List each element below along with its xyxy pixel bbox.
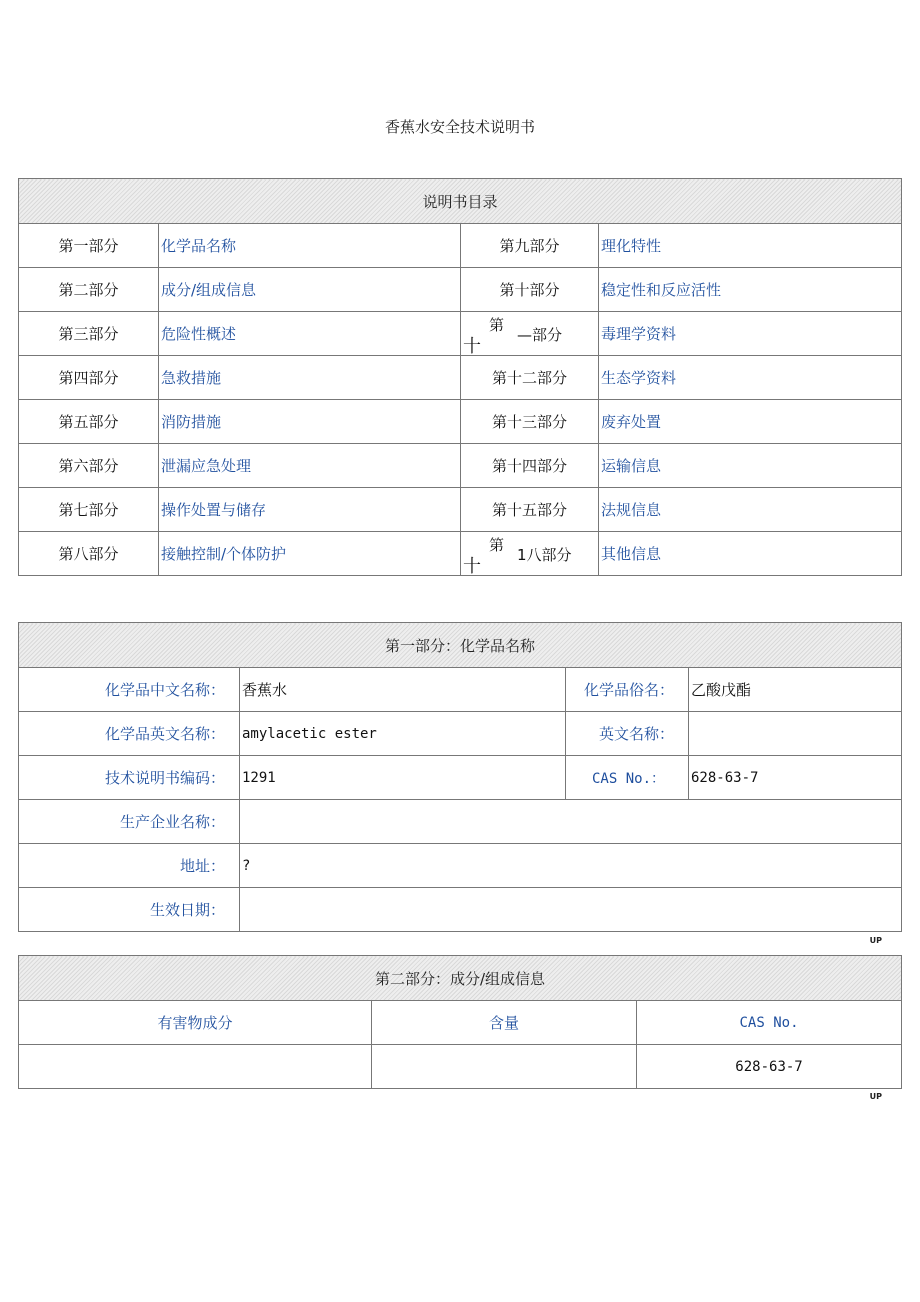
toc-link[interactable]: 泄漏应急处理 [159, 444, 461, 488]
en-name-value-2 [689, 712, 902, 756]
info-row [19, 712, 902, 756]
page-title: 香蕉水安全技术说明书 [384, 118, 535, 136]
table-row [19, 1045, 902, 1089]
address-label: 地址： [19, 844, 240, 888]
toc-link[interactable]: 运输信息 [599, 444, 902, 488]
part2-header: 第二部分：成分/组成信息 [19, 956, 902, 1001]
toc-part-number: 第十五部分 [461, 488, 599, 532]
toc-part-number: 第十二部分 [461, 356, 599, 400]
toc-part-number-top: 第 [489, 536, 505, 554]
info-row [19, 668, 902, 712]
toc-link[interactable]: 接触控制/个体防护 [159, 532, 461, 576]
cas-cell: 628-63-7 [637, 1045, 902, 1089]
content-cell [372, 1045, 637, 1089]
toc-row [19, 268, 902, 312]
toc-part-number: 第二部分 [19, 268, 159, 312]
toc-header: 说明书目录 [19, 179, 902, 224]
info-row [19, 800, 902, 844]
cas-label: CAS No.： [566, 756, 689, 800]
common-name-label: 化学品俗名： [566, 668, 689, 712]
cn-name-value: 香蕉水 [240, 668, 566, 712]
toc-link[interactable]: 生态学资料 [599, 356, 902, 400]
cas-value: 628-63-7 [689, 756, 902, 800]
toc-link[interactable]: 毒理学资料 [599, 312, 902, 356]
toc-part-number-top: 第 [489, 316, 505, 334]
toc-part-number: 第三部分 [19, 312, 159, 356]
code-label: 技术说明书编码： [19, 756, 240, 800]
code-value: 1291 [240, 756, 566, 800]
toc-link[interactable]: 其他信息 [599, 532, 902, 576]
toc-link[interactable]: 急救措施 [159, 356, 461, 400]
toc-link[interactable]: 法规信息 [599, 488, 902, 532]
date-label: 生效日期： [19, 888, 240, 932]
toc-part-number-bottom: 十 [463, 556, 481, 576]
up-link[interactable]: UP [869, 936, 882, 945]
date-value [240, 888, 902, 932]
toc-part-number: 第八部分 [19, 532, 159, 576]
toc-part-number-tail: 1八部分 [517, 546, 572, 564]
part1-header: 第一部分：化学品名称 [19, 623, 902, 668]
part1-table [18, 622, 902, 932]
toc-link[interactable]: 消防措施 [159, 400, 461, 444]
toc-row [19, 400, 902, 444]
part2-table [18, 955, 902, 1089]
toc-part-number: 第十部分 [461, 268, 599, 312]
toc-row [19, 224, 902, 268]
up-link[interactable]: UP [869, 1092, 882, 1101]
toc-part-number: 第十三部分 [461, 400, 599, 444]
toc-part-number: 第七部分 [19, 488, 159, 532]
toc-link[interactable]: 危险性概述 [159, 312, 461, 356]
en-name-value: amylacetic ester [240, 712, 566, 756]
component-cell [19, 1045, 372, 1089]
toc-part-number-bottom: 十 [463, 336, 481, 356]
column-header-cas: CAS No. [637, 1001, 902, 1045]
toc-row [19, 356, 902, 400]
en-name-label: 化学品英文名称： [19, 712, 240, 756]
maker-label: 生产企业名称： [19, 800, 240, 844]
toc-row [19, 444, 902, 488]
column-header-component: 有害物成分 [19, 1001, 372, 1045]
en-name-label-2: 英文名称： [566, 712, 689, 756]
toc-link[interactable]: 稳定性和反应活性 [599, 268, 902, 312]
toc-row [19, 312, 902, 356]
toc-link[interactable]: 废弃处置 [599, 400, 902, 444]
cn-name-label: 化学品中文名称： [19, 668, 240, 712]
toc-part-number [461, 532, 599, 576]
info-row [19, 888, 902, 932]
toc-part-number: 第十四部分 [461, 444, 599, 488]
common-name-value: 乙酸戊酯 [689, 668, 902, 712]
toc-link[interactable]: 理化特性 [599, 224, 902, 268]
toc-part-number: 第四部分 [19, 356, 159, 400]
info-row [19, 756, 902, 800]
toc-row [19, 488, 902, 532]
maker-value [240, 800, 902, 844]
toc-part-number-tail: —部分 [517, 326, 563, 344]
column-header-content: 含量 [372, 1001, 637, 1045]
table-header-row [19, 1001, 902, 1045]
toc-part-number: 第九部分 [461, 224, 599, 268]
toc-link[interactable]: 化学品名称 [159, 224, 461, 268]
toc-part-number: 第一部分 [19, 224, 159, 268]
toc-row [19, 532, 902, 576]
toc-part-number: 第六部分 [19, 444, 159, 488]
toc-part-number [461, 312, 599, 356]
toc-link[interactable]: 成分/组成信息 [159, 268, 461, 312]
toc-table [18, 178, 902, 576]
toc-link[interactable]: 操作处置与储存 [159, 488, 461, 532]
toc-part-number: 第五部分 [19, 400, 159, 444]
info-row [19, 844, 902, 888]
address-value: ? [240, 844, 902, 888]
